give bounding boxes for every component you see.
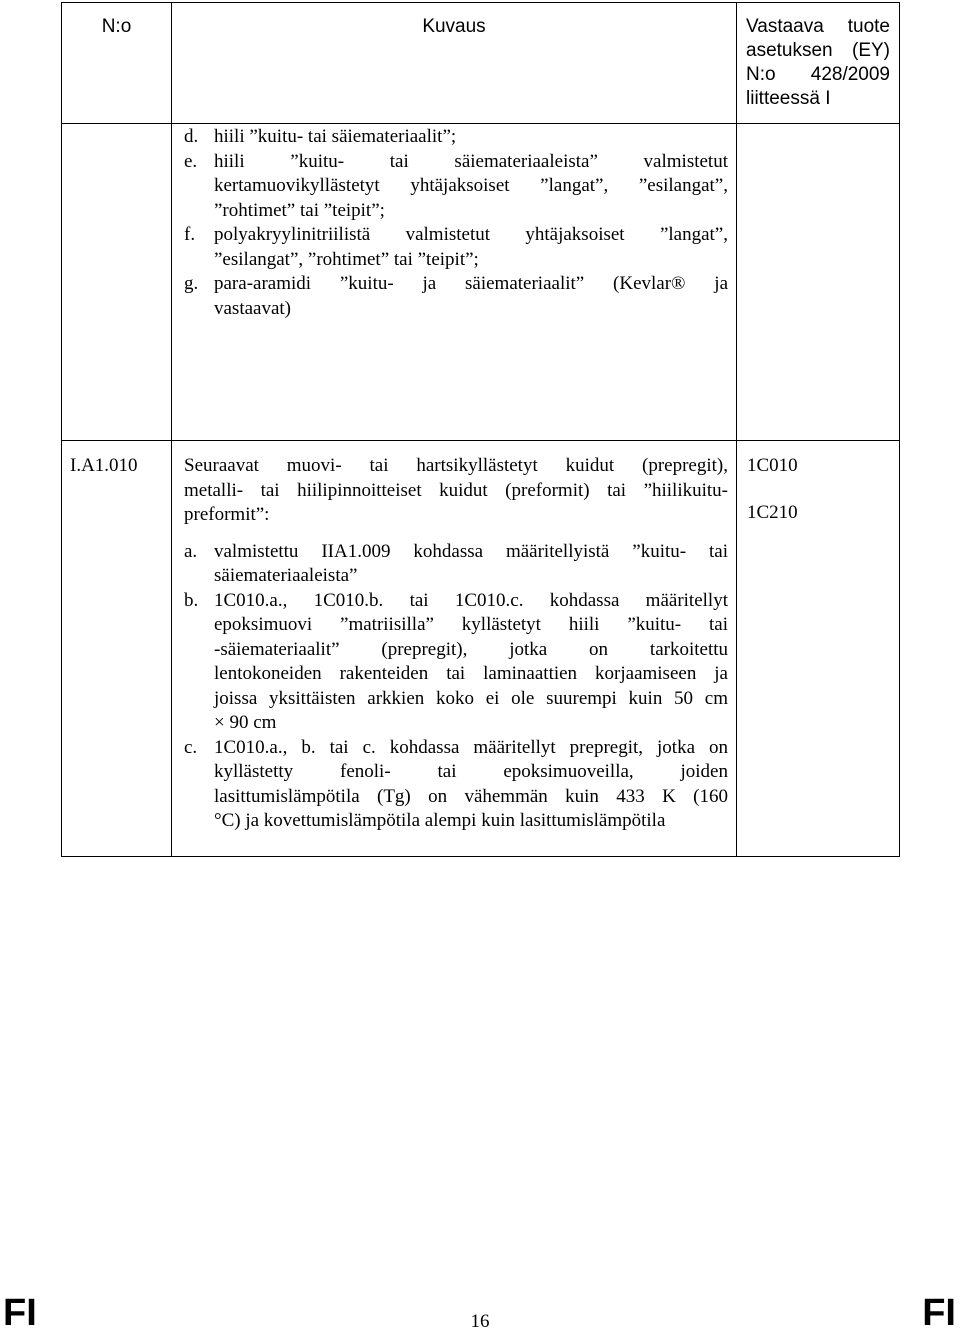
intro-line: metalli- tai hiilipinnoitteiset kuidut (preformit) tai ”hiilikuitu- (184, 479, 728, 501)
item-line: × 90 cm (214, 712, 277, 733)
regulation-table (61, 2, 900, 857)
item-line: -säiemateriaalit” (prepregit), jotka on tarkoitettu (214, 638, 728, 660)
column-divider (171, 3, 172, 856)
header-reference (746, 15, 890, 111)
header-number: N:o (101, 16, 132, 37)
item-label: c. (184, 736, 198, 758)
row2-description (184, 454, 728, 834)
column-divider (736, 3, 737, 856)
header-reference-line: liitteessä I (746, 88, 831, 109)
item-line: ”rohtimet” tai ”teipit”; (214, 199, 385, 221)
list-item (184, 272, 728, 321)
list-item (184, 736, 728, 834)
header-reference-line: Vastaava tuote (746, 16, 890, 37)
header-description: Kuvaus (422, 16, 486, 37)
list-item (184, 150, 728, 224)
item-line: ”esilangat”, ”rohtimet” tai ”teipit”; (214, 248, 479, 270)
row-number: I.A1.010 (70, 455, 138, 476)
intro-line: preformit”: (184, 504, 270, 525)
reference-code: 1C210 (747, 501, 798, 523)
item-label: f. (184, 224, 196, 245)
item-line: lasittumislämpötila (Tg) on vähemmän kuin 433 K (160 (214, 785, 728, 807)
header-reference-line: N:o 428/2009 (746, 64, 890, 85)
list-item (184, 589, 728, 736)
item-line: kyllästetty fenoli- tai epoksimuoveilla, joiden (214, 761, 728, 782)
footer-language-right: FI (922, 1292, 956, 1334)
item-line: para-aramidi ”kuitu- ja säiemateriaalit” (Kevlar® ja (214, 273, 728, 294)
item-label: b. (184, 589, 199, 611)
row1-description (184, 125, 728, 321)
list-item (184, 223, 728, 272)
item-line: epoksimuovi ”matriisilla” kyllästetyt hiili ”kuitu- tai (214, 614, 728, 635)
item-line: vastaavat) (214, 297, 292, 319)
header-reference-line: asetuksen (EY) (746, 40, 890, 61)
item-line: valmistettu IIA1.009 kohdassa määritellyistä ”kuitu- tai (214, 540, 728, 562)
item-line: hiili ”kuitu- tai säiemateriaalit”; (214, 126, 457, 147)
item-line: joissa yksittäisten arkkien koko ei ole suurempi kuin 50 cm (214, 687, 728, 709)
intro-line: Seuraavat muovi- tai hartsikyllästetyt kuidut (prepregit), (184, 455, 728, 476)
item-line: °C) ja kovettumislämpötila alempi kuin lasittumislämpötila (214, 810, 666, 831)
row2-references (747, 454, 887, 525)
header-divider (62, 123, 899, 124)
page-number: 16 (470, 1311, 490, 1332)
item-line: 1C010.a., 1C010.b. tai 1C010.c. kohdassa määritellyt (214, 589, 728, 611)
item-label: d. (184, 126, 199, 147)
item-label: a. (184, 540, 198, 562)
item-line: 1C010.a., b. tai c. kohdassa määritellyt prepregit, jotka on (214, 736, 728, 758)
item-line: kertamuovikyllästetyt yhtäjaksoiset ”langat”, ”esilangat”, (214, 175, 728, 196)
item-line: säiemateriaaleista” (214, 565, 358, 586)
reference-code: 1C010 (747, 455, 798, 476)
row-divider (62, 440, 899, 441)
list-item (184, 125, 728, 150)
list-item (184, 540, 728, 589)
item-label: g. (184, 273, 199, 294)
item-line: hiili ”kuitu- tai säiemateriaaleista” valmistetut (214, 150, 728, 172)
item-line: polyakryylinitriilistä valmistetut yhtäjaksoiset ”langat”, (214, 224, 728, 245)
item-line: lentokoneiden rakenteiden tai laminaattien korjaamiseen ja (214, 663, 728, 684)
footer-language-left: FI (3, 1292, 37, 1334)
item-label: e. (184, 150, 198, 172)
